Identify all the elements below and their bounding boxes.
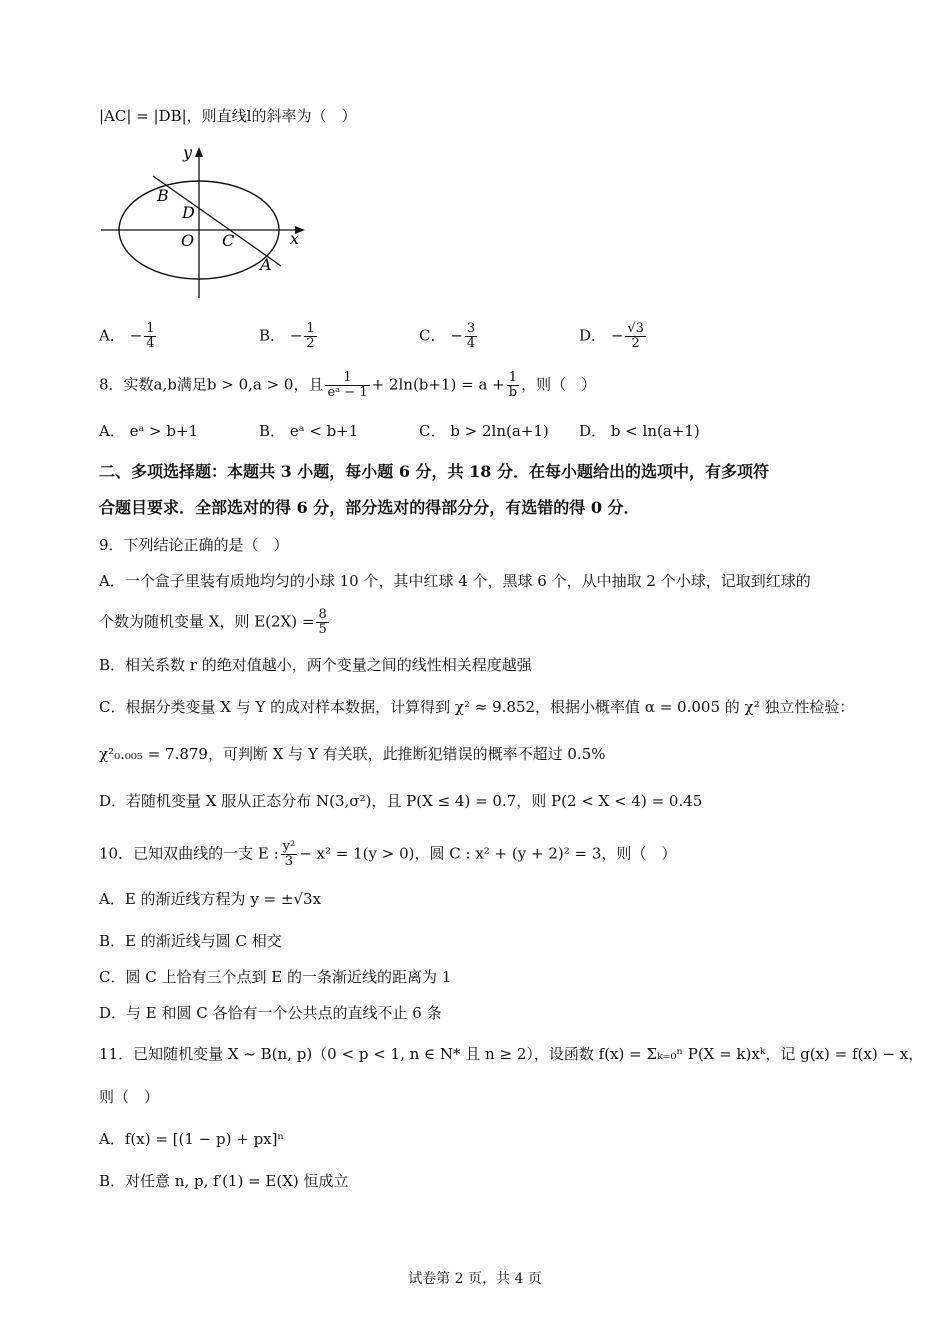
q10-option-d: D．与 E 和圆 C 各恰有一个公共点的直线不止 6 条	[99, 1004, 442, 1022]
label-D: D	[182, 203, 195, 222]
q8-stem: 8．实数a,b满足b > 0,a > 0，且 $\frac{1}{\text{eᵃ − 1}}$ + 2ln(b+1) = a + $\frac{1}{b}$ ，则（ ）	[99, 370, 597, 400]
label-A: A	[260, 255, 272, 274]
line-l	[153, 176, 281, 266]
label-O: O	[181, 231, 195, 250]
q10-stem: 10．已知双曲线的一支 E : $\frac{\text{y²}}{3}$ − x² = 1(y > 0)，圆 C : x² + (y + 2)² = 3，则（ ）	[99, 839, 677, 869]
q7-option-d: D． − $\frac{√3}{2}$	[579, 321, 644, 351]
q11-stem-line2: 则（ ）	[99, 1088, 160, 1106]
q7-option-b: B． − $\frac{1}{2}$	[259, 321, 315, 351]
label-x: x	[290, 229, 300, 248]
q8-option-a: A． eᵃ > b+1	[99, 422, 199, 440]
q10-option-c: C．圆 C 上恰有三个点到 E 的一条渐近线的距离为 1	[99, 968, 452, 986]
q9-option-c-line1: C．根据分类变量 X 与 Y 的成对样本数据，计算得到 χ² ≈ 9.852，根据小概率值 α = 0.005 的 χ² 独立性检验：	[99, 698, 855, 716]
q10-option-b: B．E 的渐近线与圆 C 相交	[99, 932, 282, 950]
q9-option-c-line2: χ²₀.₀₀₅ = 7.879，可判断 X 与 Y 有关联，此推断犯错误的概率不超过 0.5%	[99, 745, 606, 763]
y-axis-arrow	[195, 147, 203, 157]
label-B: B	[157, 186, 169, 205]
q7-ellipse-figure	[98, 143, 308, 303]
page-footer: 试卷第 2 页，共 4 页	[408, 1271, 542, 1287]
q9-option-b: B．相关系数 r 的绝对值越小，两个变量之间的线性相关程度越强	[99, 656, 532, 674]
q8-option-c: C． b > 2ln(a+1)	[419, 422, 549, 440]
q11-stem-line1: 11．已知随机变量 X ~ B(n, p)（0 < p < 1, n ∈ N* 且 n ≥ 2），设函数 f(x) = Σₖ₌₀ⁿ P(X = k)xᵏ，记 g(x) = f(x) − x，	[99, 1045, 924, 1063]
q11-option-a: A．f(x) = [(1 − p) + px]ⁿ	[99, 1130, 284, 1148]
q8-option-d: D． b < ln(a+1)	[579, 422, 700, 440]
q7-option-c: C． − $\frac{3}{4}$	[419, 321, 476, 351]
q7-stem-tail: |AC| = |DB|，则直线l的斜率为（ ）	[99, 107, 357, 125]
section2-heading-line2: 合题目要求．全部选对的得 6 分，部分选对的得部分分，有选错的得 0 分．	[99, 498, 640, 517]
q11-option-b: B．对任意 n, p, f′(1) = E(X) 恒成立	[99, 1172, 349, 1190]
q10-option-a: A．E 的渐近线方程为 y = ±√3x	[99, 890, 322, 908]
q9-option-a-line1: A．一个盒子里装有质地均匀的小球 10 个，其中红球 4 个，黑球 6 个，从中抽取 2 个小球，记取到红球的	[99, 572, 811, 590]
q8-option-b: B． eᵃ < b+1	[259, 422, 359, 440]
label-y: y	[183, 143, 193, 162]
q9-option-a-line2: 个数为随机变量 X，则 E(2X) = $\frac{8}{5}$	[99, 607, 327, 637]
q7-option-a: A． − $\frac{1}{4}$	[99, 321, 155, 351]
q9-stem: 9．下列结论正确的是（ ）	[99, 536, 289, 554]
q9-option-d: D．若随机变量 X 服从正态分布 N(3,σ²)，且 P(X ≤ 4) = 0.7，则 P(2 < X < 4) = 0.45	[99, 792, 703, 810]
label-C: C	[222, 231, 235, 250]
section2-heading-line1: 二、多项选择题：本题共 3 小题，每小题 6 分，共 18 分．在每小题给出的选项中，有多项符	[99, 462, 769, 481]
